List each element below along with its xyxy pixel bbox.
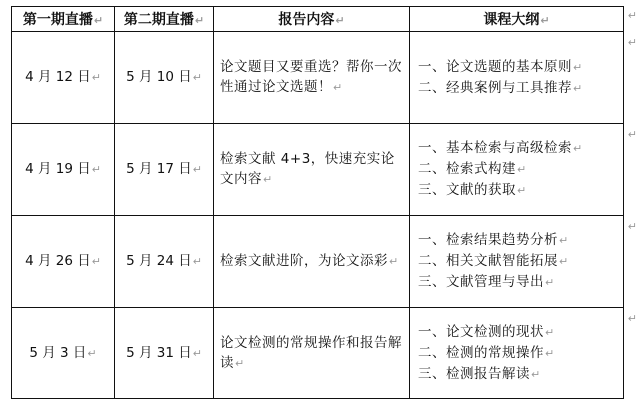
outline-item-text: 一、论文检测的现状	[418, 323, 544, 340]
report-content-text: 检索文献 4+3，快速充实论文内容	[220, 151, 395, 187]
paragraph-mark: ↵	[573, 60, 583, 74]
outline-item	[418, 57, 617, 78]
cell-end-mark: ↵	[540, 14, 550, 27]
course-outline	[410, 216, 624, 308]
paragraph-mark: ↵	[559, 234, 569, 247]
cell-end-mark: ↵	[87, 346, 97, 360]
table-row	[12, 216, 624, 308]
cell-end-mark: ↵	[235, 356, 245, 370]
cell-end-mark: ↵	[573, 81, 583, 95]
header-course-outline	[410, 7, 624, 32]
outline-item-text: 三、文献管理与导出	[418, 274, 544, 290]
first-live-date-text: 4 月 26 日	[25, 253, 91, 269]
outline-item-text: 一、检索结果趋势分析	[418, 232, 558, 248]
cell-end-mark: ↵	[192, 346, 202, 360]
outline-item-text: 二、检索式构建	[418, 161, 516, 177]
cell-end-mark: ↵	[517, 184, 527, 197]
first-live-date	[12, 32, 115, 124]
second-live-date	[115, 216, 214, 308]
report-content	[214, 216, 410, 308]
cell-end-mark: ↵	[192, 71, 202, 84]
header-report-content	[214, 7, 410, 32]
report-content	[214, 124, 410, 216]
row-end-mark: ↵	[627, 220, 637, 233]
outline-item-text: 二、相关文献智能拓展	[418, 253, 558, 269]
course-schedule-table-wrapper	[11, 6, 623, 397]
outline-item	[418, 322, 617, 343]
report-content	[214, 308, 410, 399]
outline-item	[418, 272, 617, 293]
table-header-row	[12, 7, 624, 32]
cell-end-mark: ↵	[194, 14, 205, 27]
header-second-live-label: 第二期直播	[123, 12, 194, 28]
course-schedule-table	[11, 6, 624, 399]
header-second-live	[115, 7, 214, 32]
report-content-text: 论文题目又要重选？帮你一次性通过论文选题！	[220, 59, 402, 95]
paragraph-mark: ↵	[573, 142, 583, 155]
second-live-date	[115, 124, 214, 216]
outline-item-text: 三、检测报告解读	[418, 365, 530, 382]
paragraph-mark: ↵	[559, 255, 569, 268]
first-live-date	[12, 124, 115, 216]
outline-item-text: 一、论文选题的基本原则	[418, 58, 572, 75]
second-live-date-text: 5 月 31 日	[126, 344, 192, 361]
cell-end-mark: ↵	[192, 255, 202, 268]
row-end-mark: ↵	[627, 36, 637, 49]
outline-item-text: 三、文献的获取	[418, 182, 516, 198]
first-live-date-text: 4 月 19 日	[25, 161, 91, 177]
table-row	[12, 124, 624, 216]
outline-item	[418, 230, 617, 251]
cell-end-mark: ↵	[91, 71, 101, 84]
outline-item	[418, 78, 617, 99]
second-live-date-text: 5 月 24 日	[126, 253, 192, 269]
second-live-date	[115, 308, 214, 399]
cell-end-mark: ↵	[335, 14, 345, 27]
cell-end-mark: ↵	[192, 163, 202, 176]
row-end-mark: ↵	[627, 312, 637, 325]
cell-end-mark: ↵	[389, 255, 399, 268]
outline-item	[418, 343, 617, 364]
paragraph-mark: ↵	[517, 163, 527, 176]
header-first-live-label: 第一期直播	[22, 12, 93, 28]
cell-end-mark: ↵	[333, 81, 343, 94]
course-outline	[410, 308, 624, 399]
cell-end-mark: ↵	[531, 367, 541, 381]
outline-item-text: 一、基本检索与高级检索	[418, 140, 572, 156]
header-course-outline-label: 课程大纲	[483, 12, 540, 28]
report-content-text: 检索文献进阶，为论文添彩	[220, 253, 388, 269]
outline-item	[418, 159, 617, 180]
table-row	[12, 308, 624, 399]
outline-item-text: 二、经典案例与工具推荐	[418, 79, 572, 96]
table-row	[12, 32, 624, 124]
cell-end-mark: ↵	[263, 173, 273, 186]
report-content-text: 论文检测的常规操作和报告解读	[220, 334, 402, 371]
second-live-date-text: 5 月 10 日	[126, 69, 192, 85]
first-live-date-text: 4 月 12 日	[25, 69, 91, 85]
row-end-mark: ↵	[627, 128, 637, 141]
outline-item	[418, 251, 617, 272]
cell-end-mark: ↵	[91, 255, 101, 268]
paragraph-mark: ↵	[545, 346, 555, 360]
course-outline	[410, 32, 624, 124]
first-live-date	[12, 216, 115, 308]
first-live-date	[12, 308, 115, 399]
outline-item	[418, 364, 617, 385]
cell-end-mark: ↵	[545, 276, 555, 289]
report-content	[214, 32, 410, 124]
outline-item-text: 二、检测的常规操作	[418, 344, 544, 361]
outline-item	[418, 138, 617, 159]
second-live-date-text: 5 月 17 日	[126, 161, 192, 177]
paragraph-mark: ↵	[545, 325, 555, 339]
header-first-live	[12, 7, 115, 32]
second-live-date	[115, 32, 214, 124]
first-live-date-text: 5 月 3 日	[29, 344, 87, 361]
row-end-mark: ↵	[627, 9, 637, 22]
cell-end-mark: ↵	[93, 14, 104, 27]
cell-end-mark: ↵	[91, 163, 101, 176]
outline-item	[418, 180, 617, 201]
course-outline	[410, 124, 624, 216]
header-report-content-label: 报告内容	[278, 12, 335, 28]
